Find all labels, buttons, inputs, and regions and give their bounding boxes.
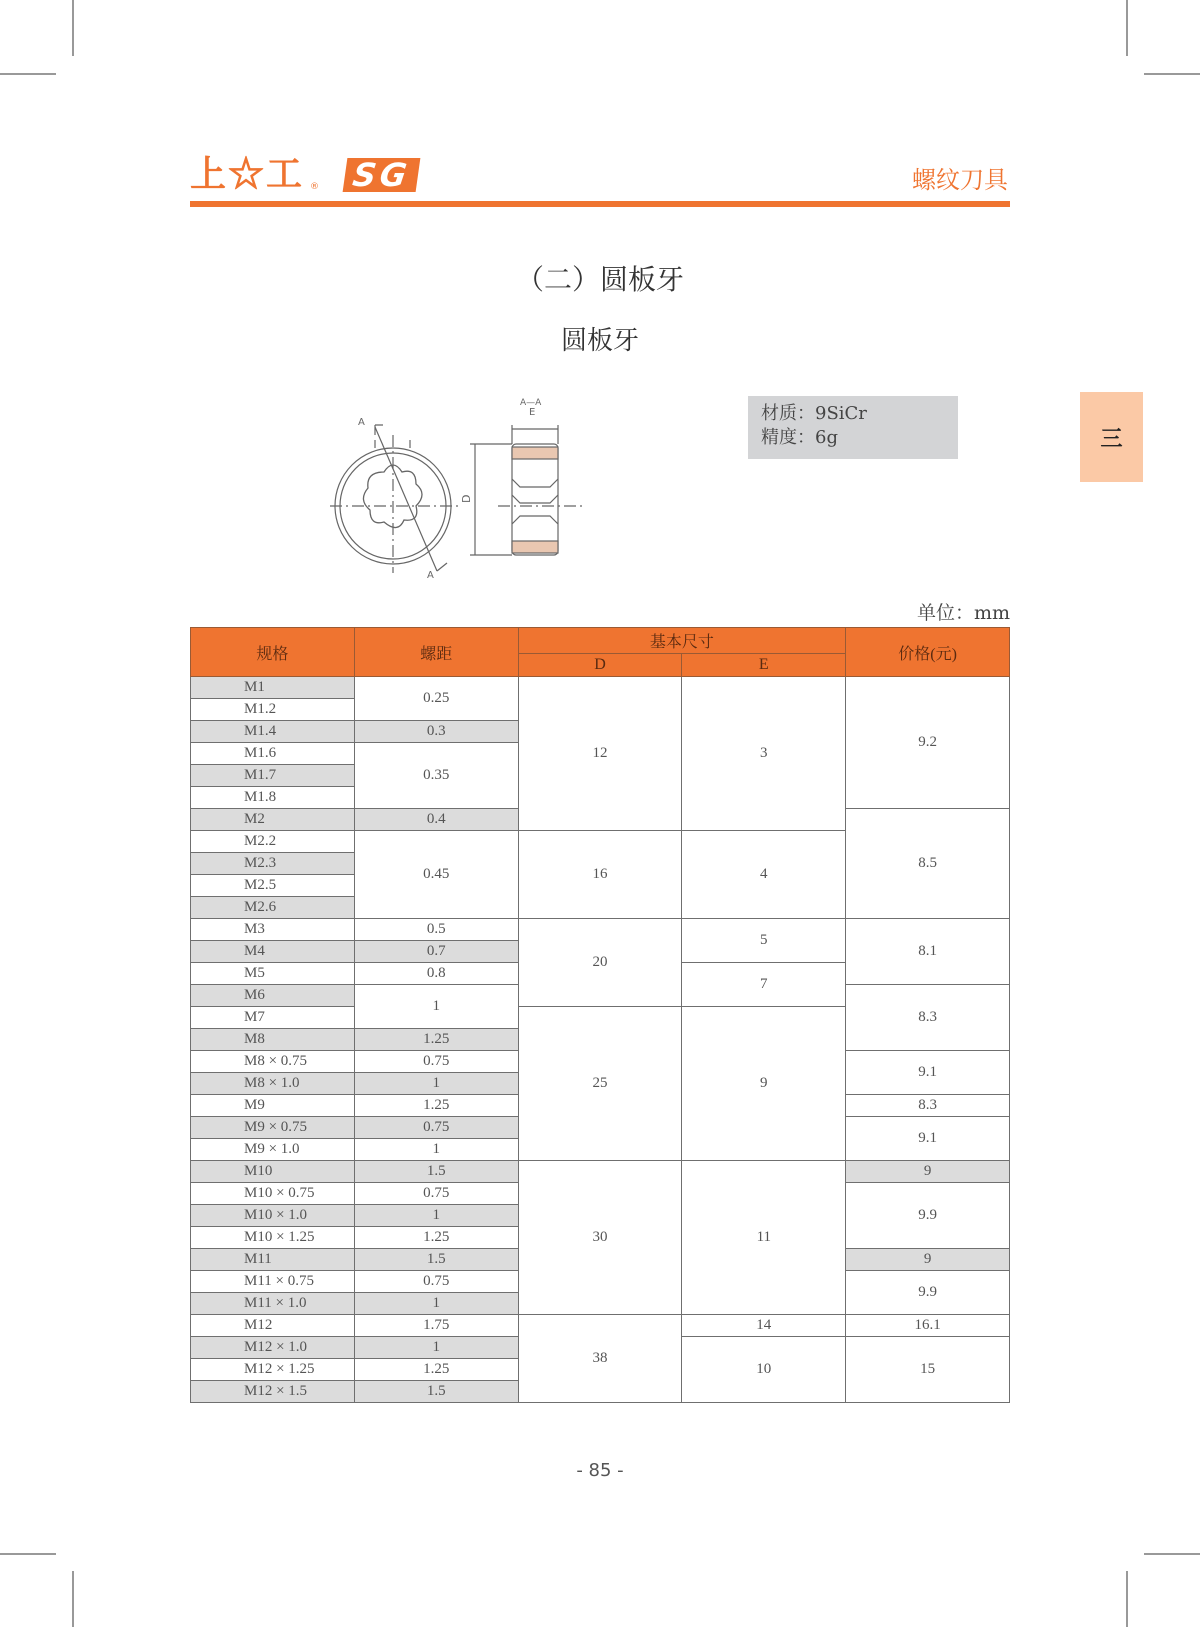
spec-cell: M10 × 0.75 bbox=[191, 1183, 355, 1205]
pitch-cell: 1.75 bbox=[354, 1315, 518, 1337]
price-cell: 8.1 bbox=[846, 919, 1010, 985]
pitch-cell: 0.35 bbox=[354, 743, 518, 809]
d-cell: 30 bbox=[518, 1161, 682, 1315]
header-e: E bbox=[682, 654, 846, 677]
e-cell: 9 bbox=[682, 1007, 846, 1161]
unit-label: 单位：mm bbox=[916, 602, 1010, 624]
chapter-three-icon: 三 bbox=[1100, 426, 1123, 452]
spec-cell: M1 bbox=[191, 677, 355, 699]
die-spec-table bbox=[190, 627, 1010, 1403]
pitch-cell: 1 bbox=[354, 1139, 518, 1161]
svg-text:A: A bbox=[358, 417, 365, 428]
crop-mark bbox=[1144, 73, 1200, 75]
pitch-cell: 1 bbox=[354, 1205, 518, 1227]
svg-text:A: A bbox=[427, 570, 434, 580]
e-cell: 11 bbox=[682, 1161, 846, 1315]
pitch-cell: 1 bbox=[354, 1293, 518, 1315]
d-cell: 20 bbox=[518, 919, 682, 1007]
price-cell: 9.9 bbox=[846, 1271, 1010, 1315]
svg-text:E: E bbox=[529, 407, 536, 418]
crop-mark bbox=[0, 1553, 56, 1555]
price-cell: 9.9 bbox=[846, 1183, 1010, 1249]
spec-cell: M5 bbox=[191, 963, 355, 985]
spec-cell: M8 bbox=[191, 1029, 355, 1051]
price-cell: 16.1 bbox=[846, 1315, 1010, 1337]
price-cell: 8.5 bbox=[846, 809, 1010, 919]
header-price: 价格(元) bbox=[846, 628, 1010, 677]
header-d: D bbox=[518, 654, 682, 677]
header-divider bbox=[190, 201, 1010, 207]
header-pitch: 螺距 bbox=[354, 628, 518, 677]
pitch-cell: 0.3 bbox=[354, 721, 518, 743]
pitch-cell: 1.25 bbox=[354, 1029, 518, 1051]
crop-mark bbox=[0, 73, 56, 75]
spec-cell: M2 bbox=[191, 809, 355, 831]
spec-cell: M12 × 1.25 bbox=[191, 1359, 355, 1381]
spec-cell: M4 bbox=[191, 941, 355, 963]
spec-cell: M1.2 bbox=[191, 699, 355, 721]
material-spec-box bbox=[748, 396, 958, 459]
spec-cell: M1.7 bbox=[191, 765, 355, 787]
pitch-cell: 1.5 bbox=[354, 1381, 518, 1403]
spec-cell: M10 × 1.25 bbox=[191, 1227, 355, 1249]
pitch-cell: 0.5 bbox=[354, 919, 518, 941]
table-row bbox=[191, 1315, 1010, 1337]
spec-cell: M3 bbox=[191, 919, 355, 941]
spec-cell: M11 × 0.75 bbox=[191, 1271, 355, 1293]
spec-cell: M10 × 1.0 bbox=[191, 1205, 355, 1227]
e-cell: 5 bbox=[682, 919, 846, 963]
table-row bbox=[191, 1161, 1010, 1183]
pitch-cell: 0.75 bbox=[354, 1271, 518, 1293]
price-cell: 8.3 bbox=[846, 985, 1010, 1051]
spec-cell: M1.8 bbox=[191, 787, 355, 809]
pitch-cell: 0.45 bbox=[354, 831, 518, 919]
e-cell: 3 bbox=[682, 677, 846, 831]
price-cell: 9.1 bbox=[846, 1117, 1010, 1161]
crop-mark bbox=[1144, 1553, 1200, 1555]
pitch-cell: 1.5 bbox=[354, 1249, 518, 1271]
spec-cell: M2.3 bbox=[191, 853, 355, 875]
d-cell: 25 bbox=[518, 1007, 682, 1161]
spec-cell: M2.6 bbox=[191, 897, 355, 919]
e-cell: 4 bbox=[682, 831, 846, 919]
header-spec: 规格 bbox=[191, 628, 355, 677]
pitch-cell: 1 bbox=[354, 985, 518, 1029]
spec-cell: M2.5 bbox=[191, 875, 355, 897]
sub-title: 圆板牙 bbox=[560, 326, 639, 356]
section-title: （二）圆板牙 bbox=[515, 263, 684, 296]
d-cell: 12 bbox=[518, 677, 682, 831]
spec-cell: M1.4 bbox=[191, 721, 355, 743]
price-cell: 15 bbox=[846, 1337, 1010, 1403]
logo-chinese: 上☆工 bbox=[190, 153, 305, 195]
category-title: 螺纹刀具 bbox=[912, 166, 1008, 194]
spec-cell: M10 bbox=[191, 1161, 355, 1183]
e-cell: 7 bbox=[682, 963, 846, 1007]
spec-cell: M9 × 1.0 bbox=[191, 1139, 355, 1161]
material-label: 材质：9SiCr bbox=[761, 403, 867, 424]
price-cell: 8.3 bbox=[846, 1095, 1010, 1117]
crop-mark bbox=[1126, 1571, 1128, 1627]
spec-cell: M8 × 0.75 bbox=[191, 1051, 355, 1073]
spec-cell: M9 × 0.75 bbox=[191, 1117, 355, 1139]
pitch-cell: 1.25 bbox=[354, 1227, 518, 1249]
pitch-cell: 1.25 bbox=[354, 1359, 518, 1381]
svg-text:A—A: A—A bbox=[520, 398, 542, 408]
page-number: - 85 - bbox=[576, 1460, 624, 1481]
e-cell: 10 bbox=[682, 1337, 846, 1403]
price-cell: 9 bbox=[846, 1161, 1010, 1183]
price-cell: 9.1 bbox=[846, 1051, 1010, 1095]
spec-cell: M1.6 bbox=[191, 743, 355, 765]
spec-cell: M12 × 1.0 bbox=[191, 1337, 355, 1359]
die-technical-drawing bbox=[320, 395, 605, 580]
pitch-cell: 0.7 bbox=[354, 941, 518, 963]
pitch-cell: 0.75 bbox=[354, 1117, 518, 1139]
header-basic-size: 基本尺寸 bbox=[518, 628, 846, 654]
spec-cell: M2.2 bbox=[191, 831, 355, 853]
d-cell: 16 bbox=[518, 831, 682, 919]
pitch-cell: 0.75 bbox=[354, 1051, 518, 1073]
brand-logo bbox=[190, 150, 418, 195]
table-row bbox=[191, 919, 1010, 941]
pitch-cell: 1.25 bbox=[354, 1095, 518, 1117]
spec-cell: M11 bbox=[191, 1249, 355, 1271]
spec-cell: M12 × 1.5 bbox=[191, 1381, 355, 1403]
spec-cell: M8 × 1.0 bbox=[191, 1073, 355, 1095]
chapter-tab[interactable] bbox=[1080, 392, 1143, 482]
crop-mark bbox=[72, 1571, 74, 1627]
spec-cell: M6 bbox=[191, 985, 355, 1007]
pitch-cell: 1 bbox=[354, 1073, 518, 1095]
logo-sg: SG bbox=[343, 158, 421, 192]
pitch-cell: 1.5 bbox=[354, 1161, 518, 1183]
precision-label: 精度：6g bbox=[761, 427, 838, 448]
svg-text:D: D bbox=[460, 494, 473, 503]
spec-cell: M7 bbox=[191, 1007, 355, 1029]
spec-cell: M11 × 1.0 bbox=[191, 1293, 355, 1315]
price-cell: 9 bbox=[846, 1249, 1010, 1271]
pitch-cell: 0.75 bbox=[354, 1183, 518, 1205]
pitch-cell: 1 bbox=[354, 1337, 518, 1359]
d-cell: 38 bbox=[518, 1315, 682, 1403]
registered-mark: ® bbox=[310, 182, 320, 192]
crop-mark bbox=[1126, 0, 1128, 56]
pitch-cell: 0.4 bbox=[354, 809, 518, 831]
price-cell: 9.2 bbox=[846, 677, 1010, 809]
e-cell: 14 bbox=[682, 1315, 846, 1337]
spec-cell: M9 bbox=[191, 1095, 355, 1117]
pitch-cell: 0.25 bbox=[354, 677, 518, 721]
pitch-cell: 0.8 bbox=[354, 963, 518, 985]
spec-cell: M12 bbox=[191, 1315, 355, 1337]
table-row bbox=[191, 677, 1010, 699]
crop-mark bbox=[72, 0, 74, 56]
